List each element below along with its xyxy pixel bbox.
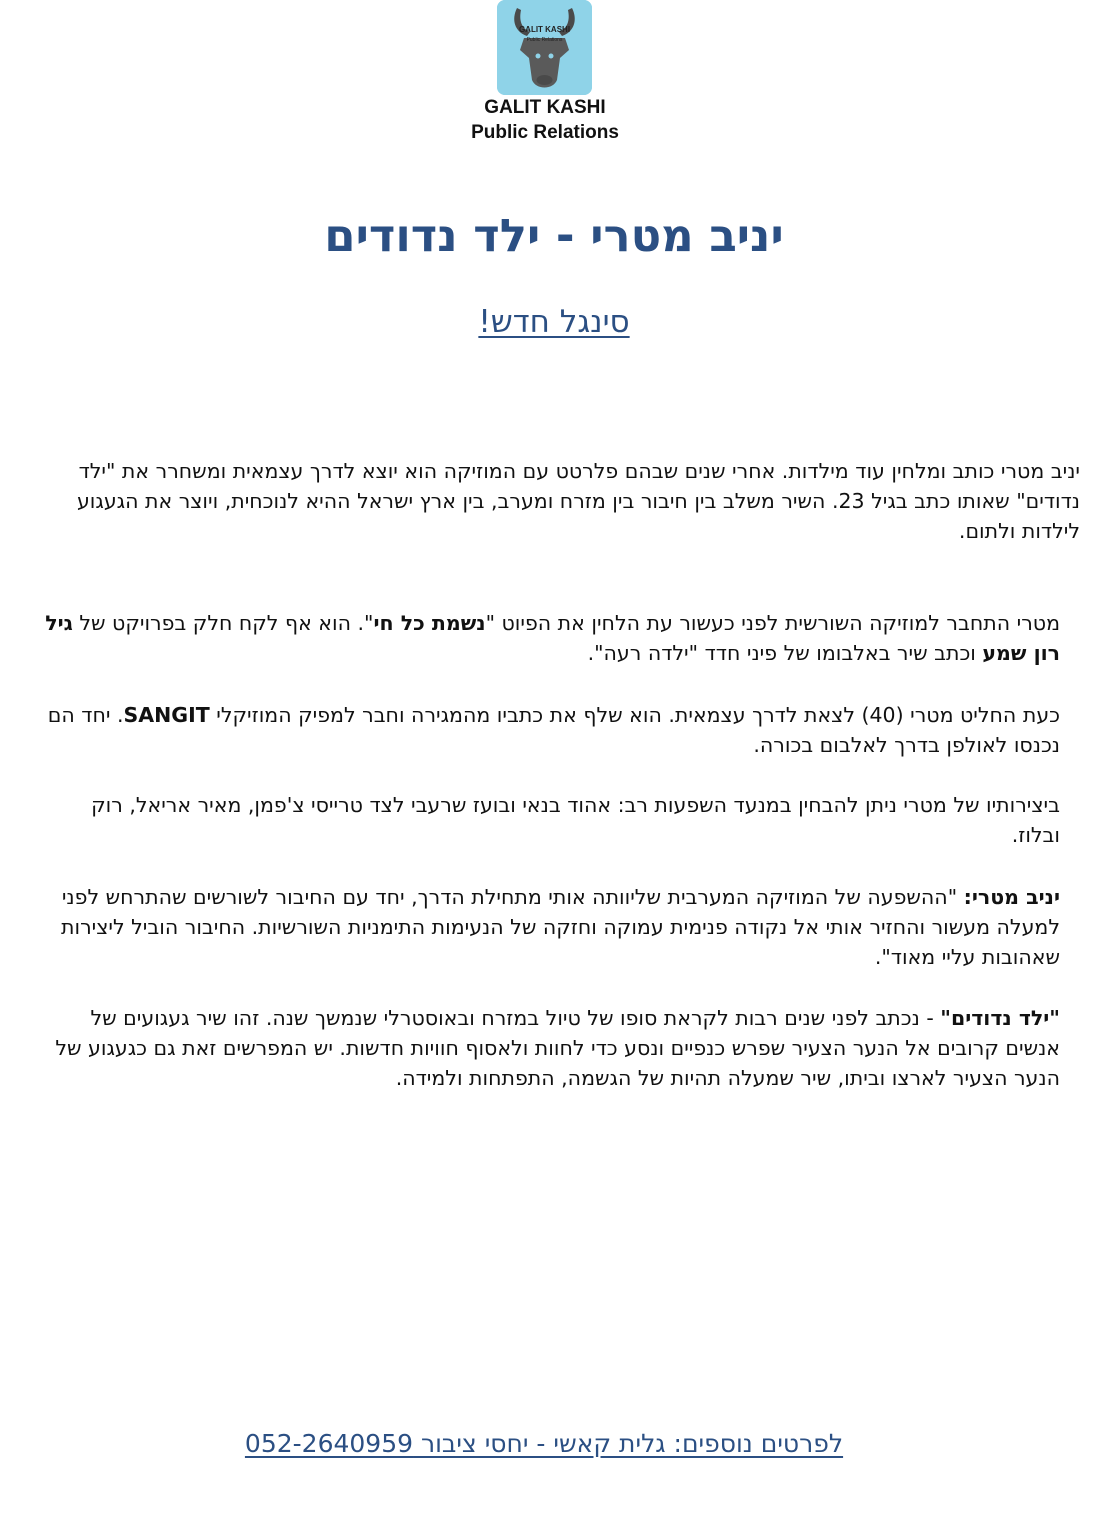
text: . יחד הם נכנסו לאולפן בדרך לאלבום בכורה. <box>47 703 1060 757</box>
logo-badge <box>497 0 592 95</box>
logo-subtitle: Public Relations <box>471 122 619 143</box>
bold-text: גיל רון שמע <box>45 611 1060 665</box>
subtitle-link[interactable]: סינגל חדש! <box>478 304 630 340</box>
paragraph-roots <box>40 608 1060 668</box>
text: "ההשפעה של המוזיקה המערבית שליוותה אותי מתחילת הדרך, יחד עם החיבור לשורשים שהתרחש לפני למעלה מעשור והחזיר אותי אל נקודה פנימית עמוקה וחזקה של הנעימות התימניות השורשיות. החיבור הוביל ליצירות שאהובות עליי מאוד". <box>61 885 1060 969</box>
bull-head-icon <box>497 0 592 95</box>
logo-name: GALIT KASHI <box>484 97 606 118</box>
logo-badge-sub: Public Relations <box>526 37 563 43</box>
text: וכתב שיר באלבומו של פיני חדד "ילדה רעה". <box>587 641 983 665</box>
text: ". הוא אף לקח חלק בפרויקט של <box>72 611 374 635</box>
bold-text: "ילד נדודים" <box>940 1006 1060 1030</box>
paragraph-intro: יניב מטרי כותב ומלחין עוד מילדות. אחרי שנים שבהם פלרטט עם המוזיקה הוא יוצא לדרך עצמאית ומשחרר את "ילד נדודים" שאותו כתב בגיל 23. השיר משלב בין חיבור בין מזרח ומערב, בין ארץ ישראל ההיא לנוכחית, ויוצר את הגעגוע לילדות ולתום. <box>76 459 1080 543</box>
paragraph-producer <box>40 700 1060 760</box>
contact-link[interactable]: לפרטים נוספים: גלית קאשי - יחסי ציבור 052-2640959 <box>244 1429 844 1458</box>
paragraph-song <box>40 1003 1060 1093</box>
page-title: יניב מטרי - ילד נדודים <box>324 209 784 262</box>
bold-text: נשמת כל חי <box>373 611 486 635</box>
bold-text: יניב מטרי: <box>963 885 1060 909</box>
logo-badge-name: GALIT KASHI <box>518 25 571 34</box>
paragraph-influences: ביצירותיו של מטרי ניתן להבחין במנעד השפעות רב: אהוד בנאי ובועז שרעבי לצד טרייסי צ'פמן, מאיר אריאל, רוק ובלוז. <box>91 793 1060 847</box>
bold-text: SANGIT <box>123 703 210 727</box>
text: כעת החליט מטרי (40) לצאת לדרך עצמאית. הוא שלף את כתביו מהמגירה וחבר למפיק המוזיקלי <box>209 703 1060 727</box>
paragraph-quote <box>30 882 1060 972</box>
text: מטרי התחבר למוזיקה השורשית לפני כעשור עת הלחין את הפיוט " <box>485 611 1060 635</box>
text: - נכתב לפני שנים רבות לקראת סופו של טיול במזרח ובאוסטרלי שנמשך שנה. זהו שיר געגועים של אנשים קרובים אל הנער הצעיר שפרש כנפיים ונסע כדי לחוות ולאסוף חוויות חדשות. יש המפרשים זאת גם כגעגוע של הנער הצעיר לארצו וביתו, שיר שמעלה תהיות של הגשמה, התפתחות ולמידה. <box>55 1006 1060 1090</box>
